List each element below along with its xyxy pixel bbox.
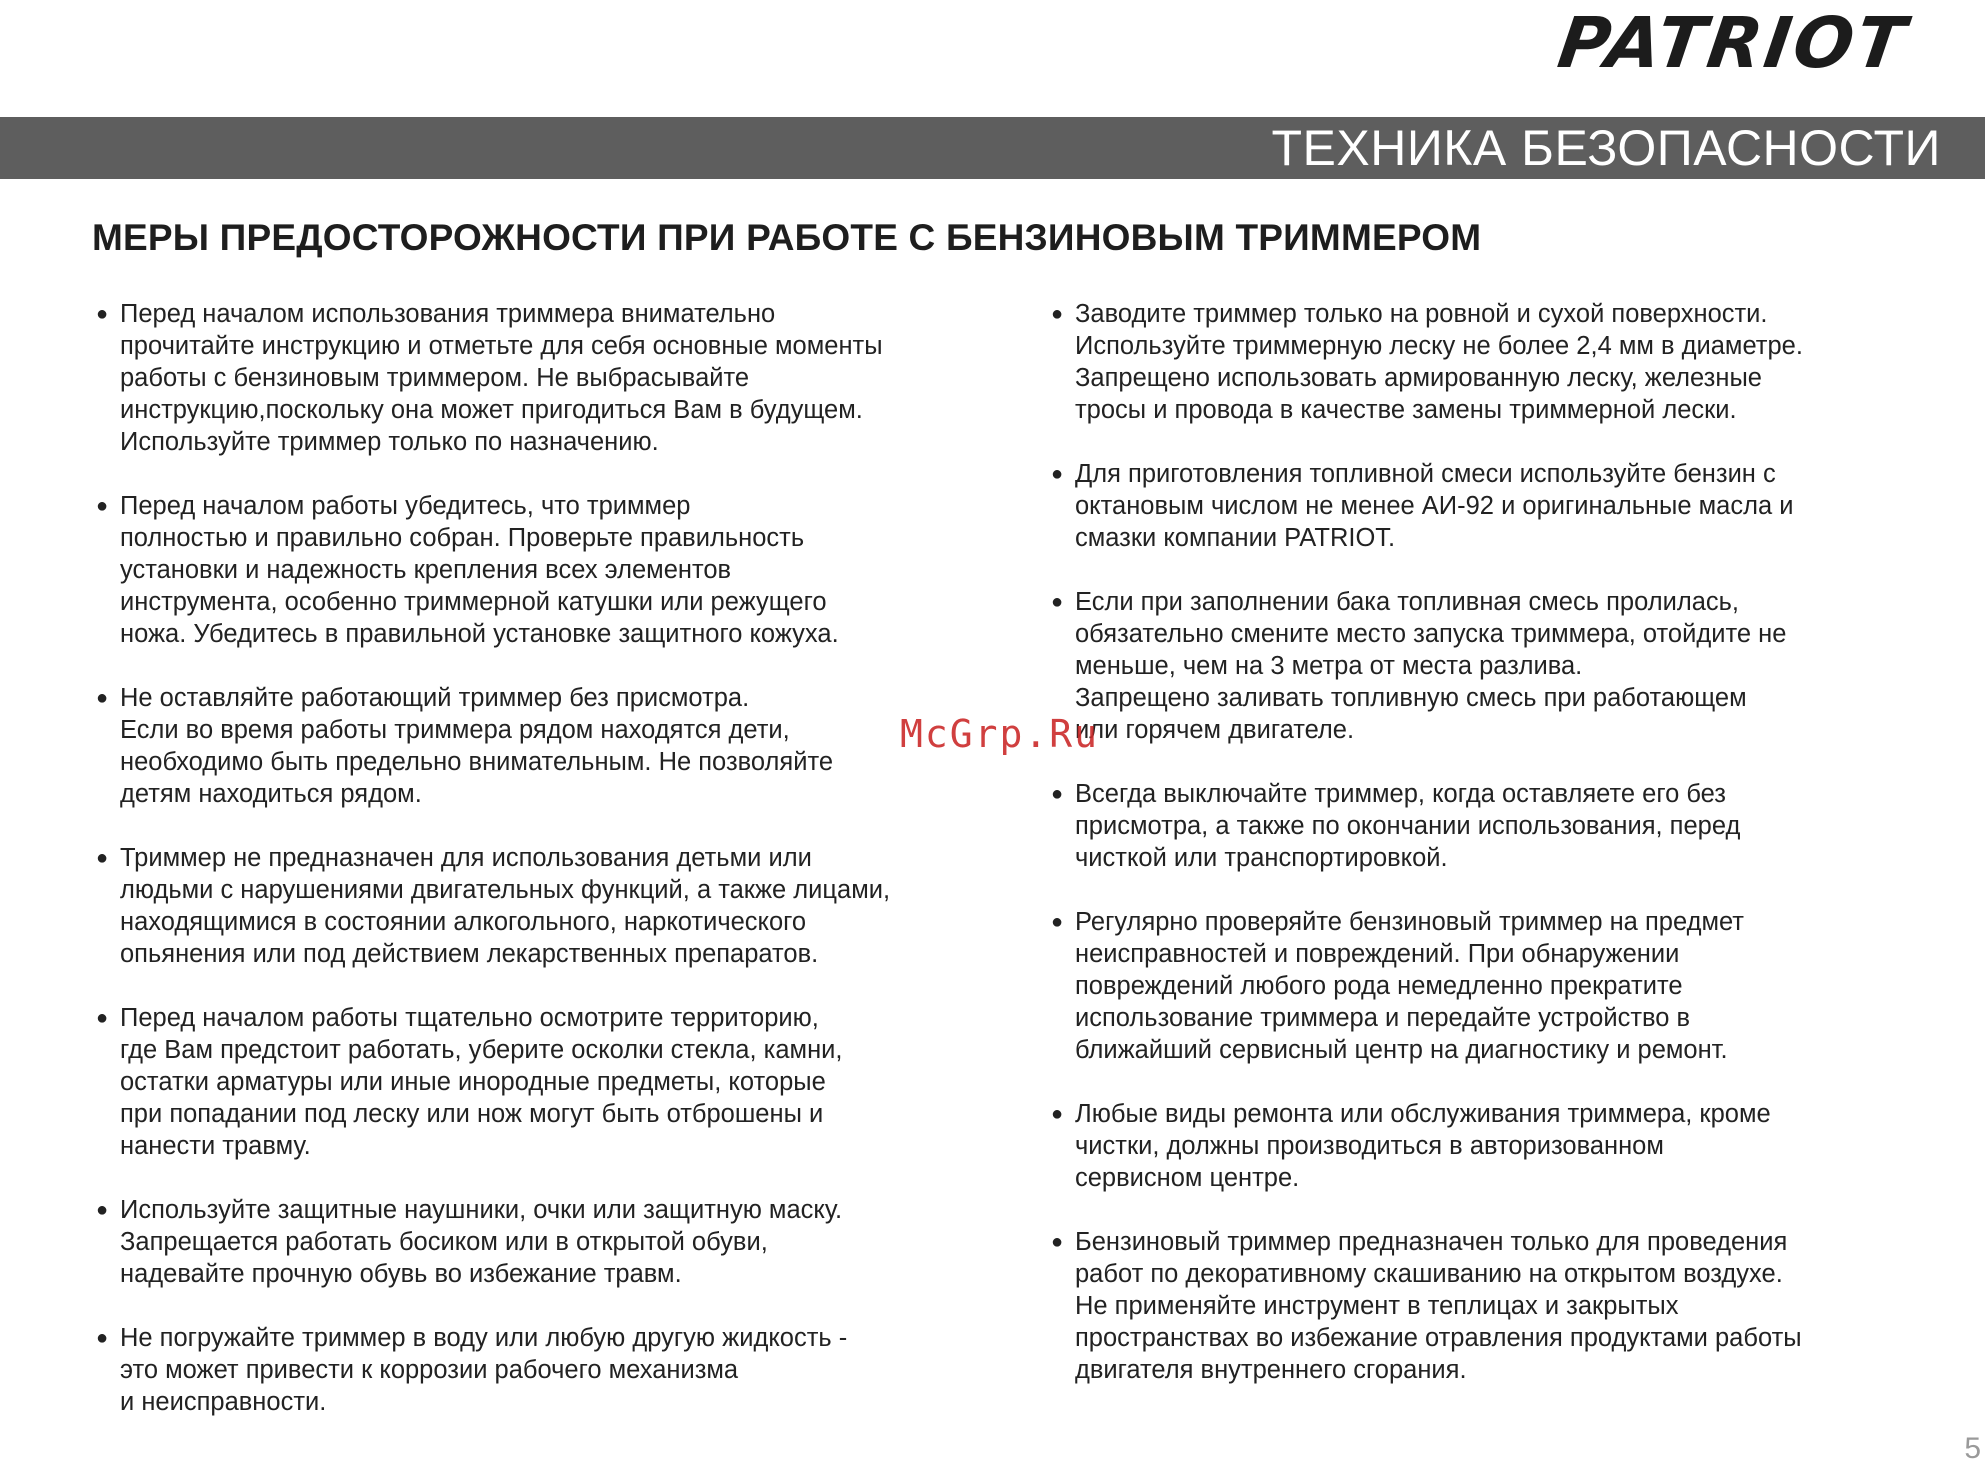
list-item-text: нанести травму. [120, 1132, 311, 1160]
list-item-text: Перед началом работы убедитесь, что триммер [120, 492, 691, 520]
section-banner [0, 117, 1985, 179]
list-item-text: необходимо быть предельно внимательным. Не позволяйте [120, 748, 834, 776]
list-item-text: Всегда выключайте триммер, когда оставляете его без [1075, 780, 1726, 808]
list-item-text: Используйте триммер только по назначению. [120, 428, 659, 456]
list-item [1047, 458, 1947, 554]
list-item [1047, 1098, 1947, 1194]
list-item-text: меньше, чем на 3 метра от места разлива. [1075, 652, 1583, 680]
list-item-text: работы с бензиновым триммером. Не выбрасывайте [120, 364, 750, 392]
list-item-text: Если во время работы триммера рядом находятся дети, [120, 716, 790, 744]
bullet-icon: ● [96, 1007, 109, 1029]
right-column [1047, 298, 1947, 1418]
list-item-text: Регулярно проверяйте бензиновый триммер на предмет [1075, 908, 1744, 936]
list-item-text: Не применяйте инструмент в теплицах и закрытых [1075, 1292, 1679, 1320]
bullet-icon: ● [96, 303, 109, 325]
bullet-icon: ● [96, 495, 109, 517]
list-item-text: Используйте триммерную леску не более 2,4 мм в диаметре. [1075, 332, 1803, 360]
list-item-text: полностью и правильно собран. Проверьте правильность [120, 524, 805, 552]
list-item [1047, 586, 1947, 746]
list-item-text: присмотра, а также по окончании использования, перед [1075, 812, 1741, 840]
list-item-text: Не оставляйте работающий триммер без присмотра. [120, 684, 750, 712]
list-item-text: ближайший сервисный центр на диагностику и ремонт. [1075, 1036, 1728, 1064]
bullet-icon: ● [1051, 591, 1064, 613]
list-item [92, 842, 1012, 970]
list-item-text: Перед началом использования триммера внимательно [120, 300, 776, 328]
list-item-text: Не погружайте триммер в воду или любую другую жидкость - [120, 1324, 848, 1352]
list-item-text: Любые виды ремонта или обслуживания триммера, кроме [1075, 1100, 1771, 1128]
list-item-text: обязательно смените место запуска триммера, отойдите не [1075, 620, 1787, 648]
section-title: ТЕХНИКА БЕЗОПАСНОСТИ [1271, 120, 1941, 176]
left-column [92, 298, 1012, 1450]
list-item-text: при попадании под леску или нож могут быть отброшены и [120, 1100, 824, 1128]
list-item-text: двигателя внутреннего сгорания. [1075, 1356, 1467, 1384]
list-item [1047, 778, 1947, 874]
list-item [92, 1322, 1012, 1418]
list-item-text: Для приготовления топливной смеси используйте бензин с [1075, 460, 1776, 488]
list-item-text: смазки компании PATRIOT. [1075, 524, 1396, 552]
page-number: 5 [1964, 1432, 1981, 1465]
list-item-text: или горячем двигателе. [1075, 716, 1355, 744]
bullet-icon: ● [1051, 911, 1064, 933]
list-item-text: Запрещается работать босиком или в открытой обуви, [120, 1228, 768, 1256]
list-item-text: Перед началом работы тщательно осмотрите территорию, [120, 1004, 819, 1032]
bullet-icon: ● [1051, 1231, 1064, 1253]
watermark: McGrp.Ru [900, 712, 1100, 756]
list-item-text: инструкцию,поскольку она может пригодиться Вам в будущем. [120, 396, 863, 424]
list-item-text: надевайте прочную обувь во избежание травм. [120, 1260, 682, 1288]
list-item-text: Если при заполнении бака топливная смесь пролилась, [1075, 588, 1739, 616]
bullet-icon: ● [96, 1199, 109, 1221]
list-item [92, 490, 1012, 650]
list-item-text: работ по декоративному скашиванию на открытом воздухе. [1075, 1260, 1783, 1288]
list-item-text: прочитайте инструкцию и отметьте для себя основные моменты [120, 332, 883, 360]
list-item-text: пространствах во избежание отравления продуктами работы [1075, 1324, 1802, 1352]
bullet-icon: ● [1051, 783, 1064, 805]
list-item [92, 1194, 1012, 1290]
list-item [1047, 1226, 1947, 1386]
list-item-text: неисправностей и повреждений. При обнаружении [1075, 940, 1680, 968]
bullet-icon: ● [1051, 303, 1064, 325]
list-item-text: Используйте защитные наушники, очки или защитную маску. [120, 1196, 843, 1224]
page-heading: МЕРЫ ПРЕДОСТОРОЖНОСТИ ПРИ РАБОТЕ С БЕНЗИНОВЫМ ТРИММЕРОМ [92, 217, 1482, 258]
bullet-icon: ● [96, 847, 109, 869]
list-item-text: использование триммера и передайте устройство в [1075, 1004, 1691, 1032]
list-item-text: инструмента, особенно триммерной катушки или режущего [120, 588, 827, 616]
bullet-icon: ● [1051, 1103, 1064, 1125]
list-item [1047, 906, 1947, 1066]
list-item-text: Триммер не предназначен для использования детьми или [120, 844, 812, 872]
list-item-text: детям находиться рядом. [120, 780, 422, 808]
list-item-text: тросы и провода в качестве замены триммерной лески. [1075, 396, 1737, 424]
list-item-text: находящимися в состоянии алкогольного, наркотического [120, 908, 807, 936]
list-item-text: где Вам предстоит работать, уберите осколки стекла, камни, [120, 1036, 843, 1064]
list-item-text: Запрещено заливать топливную смесь при работающем [1075, 684, 1747, 712]
list-item-text: и неисправности. [120, 1388, 327, 1416]
list-item-text: чистки, должны производиться в авторизованном [1075, 1132, 1664, 1160]
bullet-icon: ● [1051, 463, 1064, 485]
list-item-text: Запрещено использовать армированную леску, железные [1075, 364, 1762, 392]
list-item-text: людьми с нарушениями двигательных функций, а также лицами, [120, 876, 891, 904]
list-item [92, 1002, 1012, 1162]
list-item-text: остатки арматуры или иные инородные предметы, которые [120, 1068, 826, 1096]
list-item-text: октановым числом не менее АИ-92 и оригинальные масла и [1075, 492, 1794, 520]
list-item-text: ножа. Убедитесь в правильной установке защитного кожуха. [120, 620, 839, 648]
list-item-text: сервисном центре. [1075, 1164, 1300, 1192]
bullet-icon: ● [96, 1327, 109, 1349]
list-item-text: чисткой или транспортировкой. [1075, 844, 1448, 872]
patriot-logo: PATRIOT [1552, 2, 1913, 84]
list-item [1047, 298, 1947, 426]
list-item-text: опьянения или под действием лекарственных препаратов. [120, 940, 819, 968]
bullet-icon: ● [96, 687, 109, 709]
list-item-text: установки и надежность крепления всех элементов [120, 556, 732, 584]
list-item-text: Бензиновый триммер предназначен только для проведения [1075, 1228, 1788, 1256]
list-item-text: повреждений любого рода немедленно прекратите [1075, 972, 1683, 1000]
list-item [92, 298, 1012, 458]
list-item [92, 682, 1012, 810]
list-item-text: Заводите триммер только на ровной и сухой поверхности. [1075, 300, 1768, 328]
list-item-text: это может привести к коррозии рабочего механизма [120, 1356, 739, 1384]
